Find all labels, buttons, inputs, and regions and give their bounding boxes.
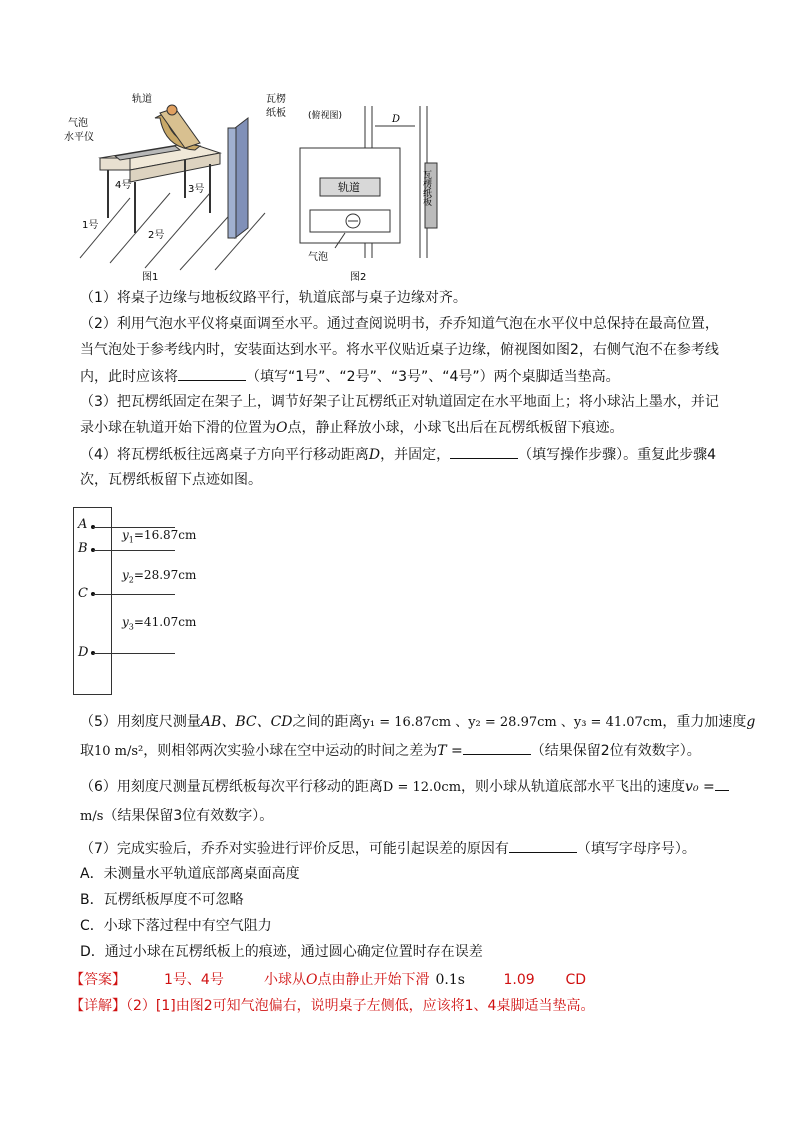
step-1: （1）将桌子边缘与地板纹路平行，轨道底部与桌子边缘对齐。 (80, 290, 467, 306)
answer-2-post: 点由静止开始下滑 (317, 972, 430, 988)
label-track2: 轨道 (338, 181, 360, 194)
step-4a-mid: ，并固定， (380, 447, 451, 463)
answer-blank-3[interactable] (463, 740, 531, 755)
step-2a: （2）利用气泡水平仪将桌面调至水平。通过查阅说明书，乔乔知道气泡在水平仪中总保持在最高位置， (80, 316, 719, 332)
step-2c-post: （填写“1号”、“2号”、“3号”、“4号”）两个桌脚适当垫高。 (246, 369, 620, 385)
line-C (93, 594, 175, 595)
y1-label: $y_1=16.87cm$ (122, 528, 197, 545)
q5-pre: （5）用刻度尺测量 (80, 714, 201, 730)
label-track: 轨道 (132, 94, 152, 105)
q6-post: ，则小球从轨道底部水平飞出的速度 (461, 779, 686, 795)
step-2c (80, 366, 740, 387)
q5b-post: （结果保留2位有效数字）。 (530, 743, 701, 759)
label-board-1: 瓦楞 (266, 94, 286, 105)
q5-post: ，重力加速度 (662, 714, 747, 730)
label-D-fig: D (392, 114, 401, 125)
step-2c-pre: 内，此时应该将 (80, 369, 178, 385)
label-leg2: 2号 (148, 230, 165, 241)
experiment-figure (60, 88, 460, 284)
q7-option-d: D．通过小球在瓦楞纸板上的痕迹，通过圆心确定位置时存在误差 (80, 944, 483, 960)
q7-post: （填写字母序号）。 (576, 841, 696, 857)
q5-equation: y₁ = 16.87cm 、y₂ = 28.97cm 、y₃ = 41.07cm (362, 715, 663, 730)
label-level-2: 水平仪 (64, 132, 94, 143)
answer-3: 0.1s (435, 972, 465, 988)
step-4a-pre: （4）将瓦楞纸板往远离桌子方向平行移动距离 (80, 447, 369, 463)
step-3b-pre: 录小球在轨道开始下滑的位置为 (80, 420, 276, 436)
label-board-vertical: 瓦楞纸板 (421, 170, 431, 206)
label-topview: (俯视图) (308, 111, 343, 121)
q6-line-b (80, 806, 740, 827)
answer-tag: 【答案】 (70, 972, 126, 988)
line-B (93, 550, 175, 551)
point-A-label: A (78, 517, 88, 532)
step-4a-D: D (368, 447, 381, 463)
step-3b (80, 418, 740, 438)
answer-blank-5[interactable] (509, 838, 577, 853)
q6-v0: v₀ = (685, 779, 715, 795)
q5b-mid: ，则相邻两次实验小球在空中运动的时间之差为 (143, 743, 438, 759)
q5-line-a (80, 712, 756, 733)
step-3a: （3）把瓦楞纸固定在架子上，调节好架子让瓦楞纸正对轨道固定在水平地面上；将小球沾上墨水，并记 (80, 394, 719, 410)
q7-option-c: C．小球下落过程中有空气阻力 (80, 918, 272, 934)
step-2b: 当气泡处于参考线内时，安装面达到水平。将水平仪贴近桌子边缘，俯视图如图2，右侧气泡不在参考线 (80, 342, 719, 358)
q6-pre: （6）用刻度尺测量瓦楞纸板每次平行移动的距离 (80, 779, 383, 795)
q6-line-a (80, 776, 740, 798)
answer-line (70, 970, 586, 990)
answer-4: 1.09 (503, 972, 535, 988)
q5-g: g (746, 714, 756, 730)
point-C-label: C (78, 586, 88, 601)
y2-label: $y_2=28.97cm$ (122, 568, 197, 585)
step-4a (80, 444, 740, 465)
q5-mid: 之间的距离 (292, 714, 363, 730)
label-bubble: 气泡 (308, 252, 328, 263)
q5-segments: AB、BC、CD (200, 714, 293, 730)
line-D (93, 653, 175, 654)
answer-blank-4[interactable] (715, 776, 729, 791)
step-3b-post: 点，静止释放小球，小球飞出后在瓦楞纸板留下痕迹。 (287, 420, 624, 436)
answer-2-pre: 小球从 (264, 972, 306, 988)
point-B-label: B (78, 541, 88, 556)
answer-blank-2[interactable] (450, 444, 518, 459)
answer-5: CD (565, 972, 587, 988)
label-leg3: 3号 (188, 184, 205, 195)
q6-unit: m/s (80, 809, 104, 824)
step-4b: 次，瓦楞纸板留下点迹如图。 (80, 472, 262, 488)
q5-line-b (80, 740, 740, 762)
answer-2-O: O (306, 972, 318, 988)
board-diagram (73, 507, 112, 695)
answer-1: 1号、4号 (164, 972, 224, 988)
label-leg1: 1号 (82, 220, 99, 231)
experiment-illustration (60, 88, 460, 284)
q7-option-a: A．未测量水平轨道底部离桌面高度 (80, 866, 300, 882)
step-4a-post: （填写操作步骤）。重复此步骤4 (518, 447, 717, 463)
q6-equation: D = 12.0cm (382, 780, 462, 795)
detail-text: （2）[1]由图2可知气泡偏右，说明桌子左侧低，应该将1、4桌脚适当垫高。 (126, 998, 595, 1014)
fig2-caption: 图2 (350, 272, 367, 283)
q5b-pre: 取 (80, 743, 94, 759)
point-D-label: D (78, 645, 89, 660)
detail-tag: 【详解】 (70, 998, 126, 1014)
q7-pre: （7）完成实验后，乔乔对实验进行评价反思，可能引起误差的原因有 (80, 841, 509, 857)
q6b-post: （结果保留3位有效数字）。 (103, 808, 274, 824)
label-leg4: 4号 (115, 180, 132, 191)
q7-line-a (80, 838, 740, 859)
label-level-1: 气泡 (68, 118, 88, 129)
answer-blank-1[interactable] (178, 366, 246, 381)
y3-label: $y_3=41.07cm$ (122, 615, 197, 632)
q5b-T: T = (437, 743, 463, 759)
label-board-2: 纸板 (266, 108, 286, 119)
step-3b-O: O (276, 420, 288, 436)
detail-line (70, 996, 594, 1016)
q7-option-b: B．瓦楞纸板厚度不可忽略 (80, 892, 244, 908)
q5b-g-value: 10 m/s² (94, 744, 144, 759)
fig1-caption: 图1 (142, 272, 159, 283)
